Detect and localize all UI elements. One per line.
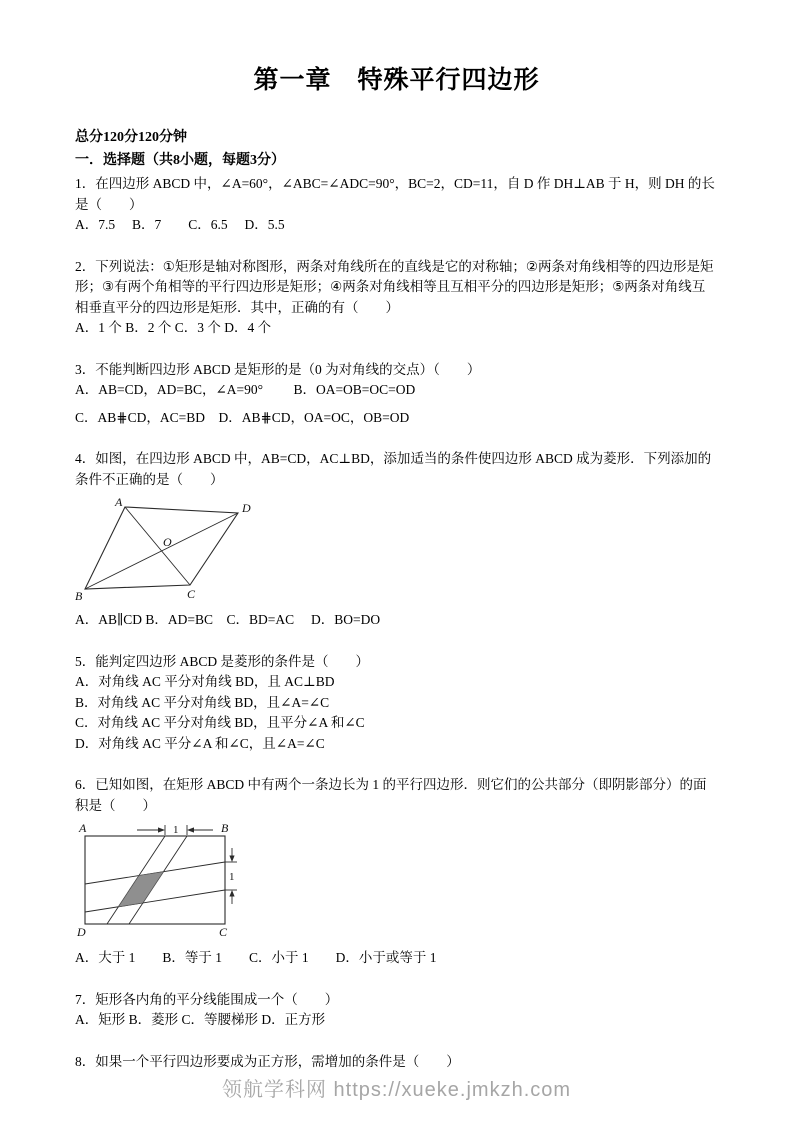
- question-2-stem: 2．下列说法：①矩形是轴对称图形，两条对角线所在的直线是它的对称轴；②两条对角线相等的四边形是矩形；③有两个角相等的平行四边形是矩形；④两条对角线相等且互相平分的四边形是矩形；⑤两条对角线互相垂直平分的四边形是矩形．其中，正确的有（ ）: [75, 258, 714, 315]
- question-6-figure: [75, 822, 718, 944]
- question-4: [75, 449, 718, 631]
- question-8: [75, 1052, 718, 1073]
- question-4-figure: [75, 496, 718, 606]
- vertex-label-d: D: [242, 501, 251, 515]
- question-6-stem: 6．已知如图，在矩形 ABCD 中有两个一条边长为 1 的平行四边形．则它们的公共部分（即阴影部分）的面积是（ ）: [75, 777, 707, 813]
- question-5: [75, 652, 718, 755]
- question-4-stem: 4．如图，在四边形 ABCD 中，AB=CD，AC⊥BD，添加适当的条件使四边形 ABCD 成为菱形．下列添加的条件不正确的是（ ）: [75, 451, 712, 487]
- page-title: 第一章 特殊平行四边形: [253, 67, 540, 94]
- center-label-o: O: [163, 535, 172, 549]
- score-line: 总分120分120分钟: [75, 130, 187, 145]
- question-1: [75, 174, 718, 236]
- question-5-stem: 5．能判定四边形 ABCD 是菱形的条件是（ ）: [75, 653, 370, 669]
- question-7-options: A．矩形 B．菱形 C．等腰梯形 D．正方形: [75, 1012, 326, 1027]
- question-2: [75, 257, 718, 339]
- vertex-label-b: B: [75, 589, 83, 603]
- question-1-stem: 1．在四边形 ABCD 中，∠A=60°，∠ABC=∠ADC=90°，BC=2，CD=11，自 D 作 DH⊥AB 于 H，则 DH 的长是（ ）: [75, 176, 715, 212]
- section-heading: 一．选择题（共8小题，每题3分）: [75, 153, 285, 168]
- question-6: [75, 775, 718, 969]
- question-5-option-c: C．对角线 AC 平分对角线 BD，且平分∠A 和∠C: [75, 715, 365, 730]
- vertex-label-c: C: [219, 925, 228, 939]
- question-5-option-a: A．对角线 AC 平分对角线 BD，且 AC⊥BD: [75, 674, 335, 689]
- right-dimension-label: 1: [229, 871, 235, 883]
- question-3-stem: 3．不能判断四边形 ABCD 是矩形的是（0 为对角线的交点）（ ）: [75, 361, 481, 377]
- question-2-options: A．1 个 B．2 个 C．3 个 D．4 个: [75, 320, 272, 335]
- question-8-stem: 8．如果一个平行四边形要成为正方形，需增加的条件是（ ）: [75, 1053, 460, 1069]
- question-3-options-cd: C．AB⋕CD，AC=BD D．AB⋕CD，OA=OC，OB=OD: [75, 409, 410, 425]
- vertex-label-a: A: [79, 822, 87, 835]
- question-6-options: A．大于 1 B．等于 1 C．小于 1 D．小于或等于 1: [75, 950, 437, 965]
- vertex-label-a: A: [115, 496, 123, 509]
- question-7: [75, 990, 718, 1031]
- question-3: [75, 360, 718, 429]
- top-dimension-label: 1: [173, 824, 179, 836]
- question-7-stem: 7．矩形各内角的平分线能围成一个（ ）: [75, 991, 339, 1007]
- vertex-label-b: B: [221, 822, 229, 835]
- question-4-options: A．AB∥CD B．AD=BC C．BD=AC D．BO=DO: [75, 612, 381, 627]
- rhombus-diagram: [75, 496, 260, 606]
- question-1-options: A．7.5 B．7 C．6.5 D．5.5: [75, 217, 285, 232]
- vertex-label-c: C: [187, 587, 196, 601]
- question-5-option-d: D．对角线 AC 平分∠A 和∠C，且∠A=∠C: [75, 735, 325, 751]
- rectangle-parallelogram-diagram: [75, 822, 255, 944]
- question-3-options-ab: A．AB=CD，AD=BC，∠A=90° B．OA=OB=OC=OD: [75, 382, 416, 397]
- question-5-option-b: B．对角线 AC 平分对角线 BD，且∠A=∠C: [75, 694, 330, 710]
- watermark-footer: 领航学科网 https://xueke.jmkzh.com: [221, 1079, 572, 1101]
- vertex-label-d: D: [77, 925, 86, 939]
